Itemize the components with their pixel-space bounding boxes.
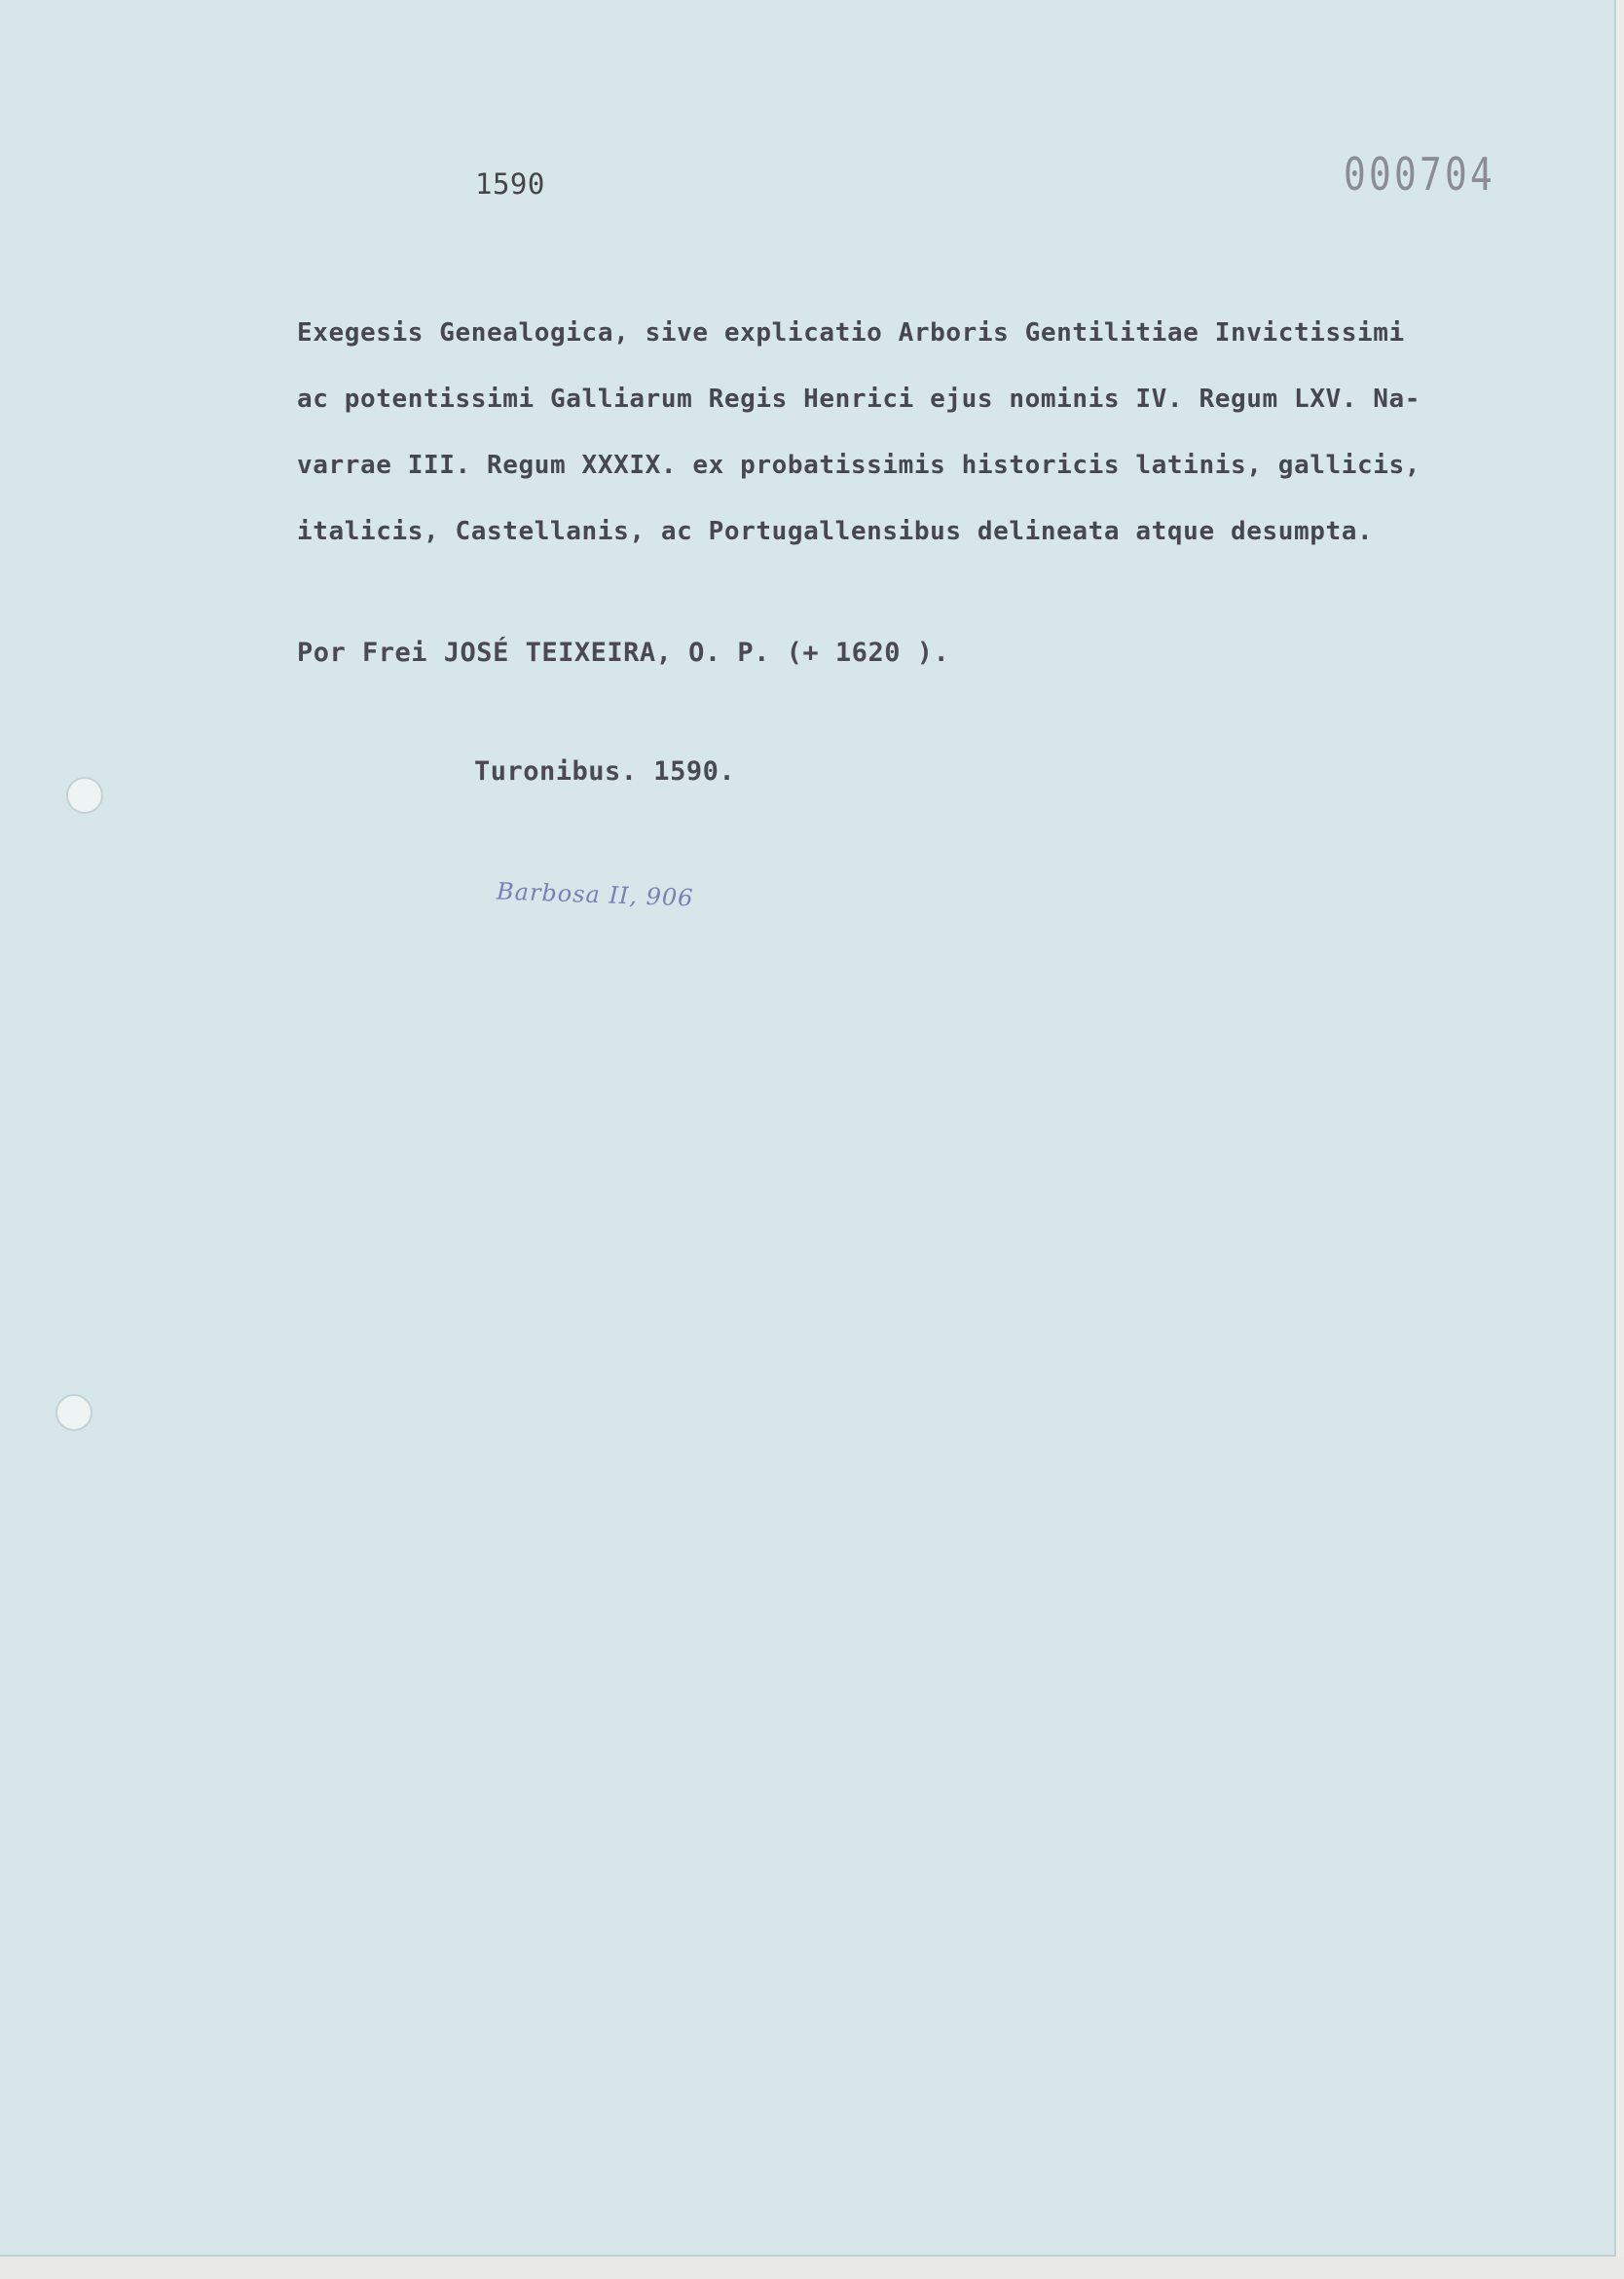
title-line: ac potentissimi Galliarum Regis Henrici ejus nominis IV. Regum LXV. Na- [297,385,1421,414]
handwritten-note: Barbosa II, 906 [496,877,694,912]
punch-hole [55,1394,92,1431]
page-edge [0,2257,1624,2279]
title-line: varrae III. Regum XXXIX. ex probatissimis historicis latinis, gallicis, [297,451,1421,480]
stamp-number: 000704 [1344,148,1495,201]
title-block [297,300,1563,565]
page-edge [1616,0,1624,2279]
publication-year: 1590 [475,167,545,201]
punch-hole [66,777,103,814]
title-line: italicis, Castellanis, ac Portugallensibus delineata atque desumpta. [297,517,1374,546]
imprint-line: Turonibus. 1590. [474,756,736,787]
author-line: Por Frei JOSÉ TEIXEIRA, O. P. (+ 1620 ). [297,638,950,668]
title-line: Exegesis Genealogica, sive explicatio Arboris Gentilitiae Invictissimi [297,318,1405,348]
